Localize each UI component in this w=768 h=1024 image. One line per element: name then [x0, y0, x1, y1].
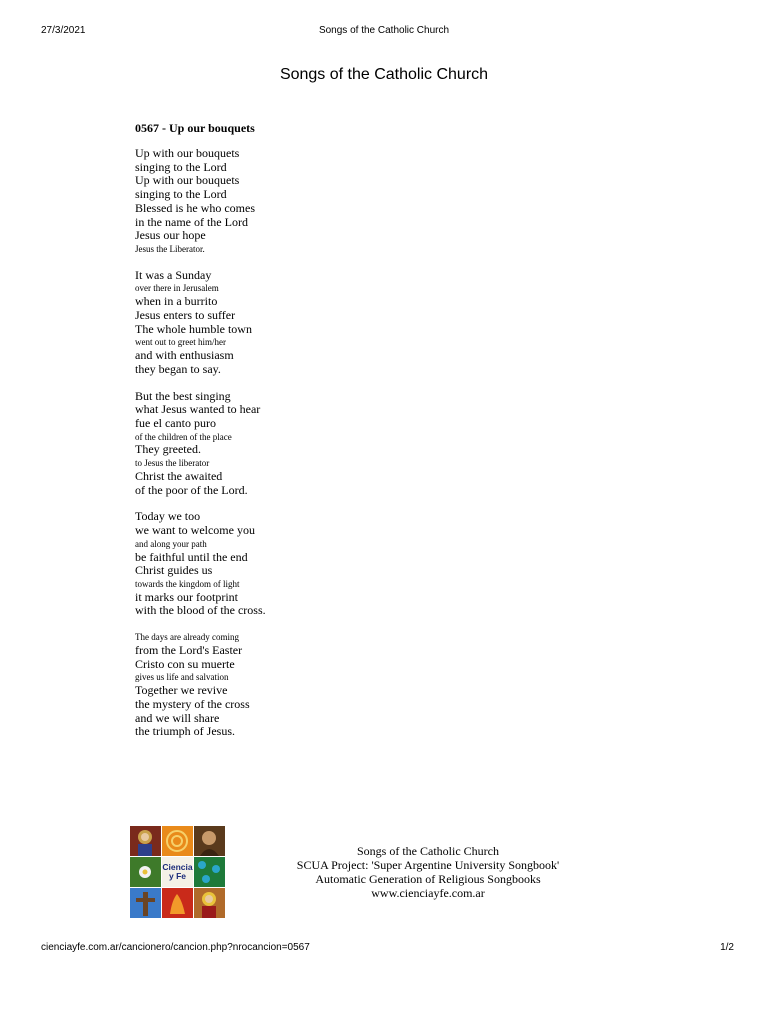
logo-tile-pattern-icon [194, 857, 225, 887]
lyric-line: and with enthusiasm [135, 348, 234, 363]
songbook-info [250, 844, 606, 900]
lyric-line: the triumph of Jesus. [135, 724, 235, 739]
lyric-line: Christ guides us [135, 563, 213, 578]
song-content [135, 121, 266, 752]
logo-tile-cross-icon [130, 888, 161, 918]
lyric-line: in the name of the Lord [135, 214, 248, 229]
lyric-line: Cristo con su muerte [135, 656, 235, 671]
page-number: 1/2 [720, 942, 734, 953]
stanza [135, 269, 266, 377]
lyric-line: went out to greet him/her [135, 337, 226, 348]
lyric-line: It was a Sunday [135, 267, 212, 282]
logo-tile-saint-icon [194, 888, 225, 918]
lyric-line: Jesus the Liberator. [135, 243, 205, 254]
song-title: 0567 - Up our bouquets [135, 121, 255, 135]
lyric-line: and along your path [135, 538, 207, 549]
lyric-line: Up with our bouquets [135, 173, 240, 188]
stanza [135, 390, 266, 498]
stanza [135, 631, 266, 739]
lyric-line: singing to the Lord [135, 159, 227, 174]
songbook-info-line-1: Songs of the Catholic Church [357, 844, 499, 858]
logo-tile-virgin-icon [130, 826, 161, 856]
lyric-line: The whole humble town [135, 321, 252, 336]
logo-tile-flower-icon [130, 857, 161, 887]
logo-label-line-1: Ciencia [162, 862, 193, 872]
lyric-line: The days are already coming [135, 632, 239, 643]
lyric-line: what Jesus wanted to hear [135, 402, 261, 417]
songbook-info-line-3: Automatic Generation of Religious Songbooks [315, 872, 541, 886]
ciencia-y-fe-logo [130, 826, 225, 918]
stanza [135, 510, 266, 618]
lyric-line: Today we too [135, 509, 201, 524]
lyric-line: the mystery of the cross [135, 696, 250, 711]
lyric-line: of the children of the place [135, 431, 232, 442]
lyric-line: they began to say. [135, 361, 221, 376]
lyric-line: over there in Jerusalem [135, 283, 219, 294]
logo-tile-fire-icon [162, 888, 193, 918]
lyric-line: and we will share [135, 710, 220, 725]
song-lyrics [135, 147, 266, 739]
logo-label [162, 857, 193, 887]
lyric-line: with the blood of the cross. [135, 603, 266, 618]
lyric-line: Jesus our hope [135, 228, 206, 243]
lyric-line: Together we revive [135, 683, 228, 698]
lyric-line: But the best singing [135, 388, 231, 403]
logo-tile-spiral-icon [162, 826, 193, 856]
lyric-line: singing to the Lord [135, 187, 227, 202]
lyric-line: fue el canto puro [135, 415, 216, 430]
lyric-line: of the poor of the Lord. [135, 482, 248, 497]
stanza [135, 147, 266, 256]
page-title: Songs of the Catholic Church [279, 66, 489, 83]
lyric-line: be faithful until the end [135, 549, 248, 564]
lyric-line: Jesus enters to suffer [135, 307, 236, 322]
logo-label-line-2: y Fe [168, 871, 186, 881]
lyric-line: towards the kingdom of light [135, 578, 240, 589]
print-footer-url: cienciayfe.com.ar/cancionero/cancion.php?nrocancion=0567 [41, 942, 310, 953]
lyric-line: it marks our footprint [135, 589, 238, 604]
print-header-title: Songs of the Catholic Church [318, 25, 450, 36]
logo-tile-christ-icon [194, 826, 225, 856]
print-date: 27/3/2021 [41, 25, 86, 36]
lyric-line: to Jesus the liberator [135, 458, 210, 469]
songbook-info-line-2: SCUA Project: 'Super Argentine University Songbook' [296, 858, 560, 872]
songbook-info-website: www.cienciayfe.com.ar [371, 886, 485, 900]
lyric-line: Blessed is he who comes [135, 200, 255, 215]
lyric-line: Christ the awaited [135, 468, 223, 483]
lyric-line: gives us life and salvation [135, 672, 229, 683]
lyric-line: They greeted. [135, 442, 201, 457]
lyric-line: from the Lord's Easter [135, 642, 243, 657]
lyric-line: Up with our bouquets [135, 146, 240, 160]
lyric-line: when in a burrito [135, 294, 218, 309]
lyric-line: we want to welcome you [135, 523, 255, 538]
